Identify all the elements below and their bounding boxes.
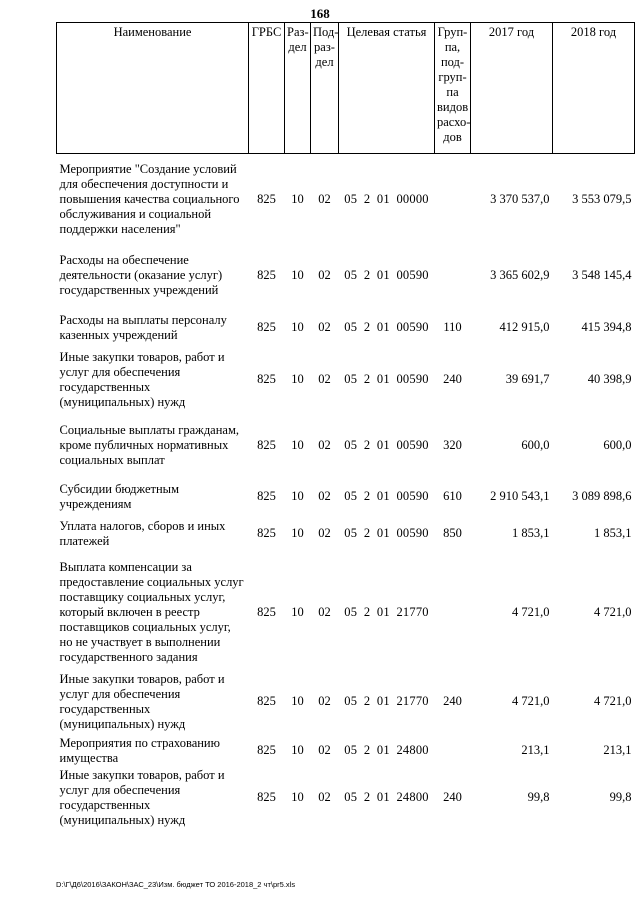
row-target: 05 2 01 00590 bbox=[344, 268, 429, 282]
row-grbs: 825 bbox=[257, 694, 276, 708]
row-razdel: 10 bbox=[291, 743, 304, 757]
row-grbs: 825 bbox=[257, 438, 276, 452]
row-razdel: 10 bbox=[291, 694, 304, 708]
row-value-2018: 40 398,9 bbox=[587, 372, 632, 386]
row-podrazdel: 02 bbox=[318, 694, 331, 708]
row-value-2018: 4 721,0 bbox=[594, 694, 632, 708]
row-podrazdel: 02 bbox=[318, 320, 331, 334]
row-value-2018: 415 394,8 bbox=[581, 320, 632, 334]
header-target: Целевая статья bbox=[339, 23, 435, 154]
table-row bbox=[57, 350, 635, 410]
row-name: Социальные выплаты гражданам, кроме публичных нормативных социальных выплат bbox=[59, 423, 240, 467]
row-grbs: 825 bbox=[257, 372, 276, 386]
header-year-2017: 2017 год bbox=[471, 23, 553, 154]
row-value-2017: 99,8 bbox=[527, 790, 550, 804]
row-group: 610 bbox=[443, 489, 462, 503]
table-row bbox=[57, 154, 635, 246]
row-razdel: 10 bbox=[291, 268, 304, 282]
row-name: Мероприятия по страхованию имущества bbox=[59, 735, 220, 765]
row-podrazdel: 02 bbox=[318, 438, 331, 452]
row-podrazdel: 02 bbox=[318, 372, 331, 386]
row-podrazdel: 02 bbox=[318, 489, 331, 503]
row-group: 850 bbox=[443, 526, 462, 540]
row-target: 05 2 01 00590 bbox=[344, 372, 429, 386]
row-value-2017: 3 370 537,0 bbox=[490, 192, 550, 207]
table-header-row bbox=[57, 23, 635, 154]
row-target: 05 2 01 00590 bbox=[344, 438, 429, 452]
row-podrazdel: 02 bbox=[318, 192, 331, 207]
row-value-2018: 3 089 898,6 bbox=[572, 489, 632, 503]
row-grbs: 825 bbox=[257, 320, 276, 334]
row-value-2017: 3 365 602,9 bbox=[490, 268, 550, 282]
row-target: 05 2 01 00590 bbox=[344, 320, 429, 334]
row-value-2017: 39 691,7 bbox=[505, 372, 550, 386]
row-value-2017: 412 915,0 bbox=[499, 320, 550, 334]
row-name: Субсидии бюджетным учреждениям bbox=[59, 481, 179, 511]
table-row bbox=[57, 246, 635, 306]
table-row bbox=[57, 410, 635, 482]
row-grbs: 825 bbox=[257, 268, 276, 282]
row-grbs: 825 bbox=[257, 489, 276, 503]
row-razdel: 10 bbox=[291, 526, 304, 540]
row-podrazdel: 02 bbox=[318, 526, 331, 540]
file-path-footer: D:\Г\Д6\2016\ЗАКОН\ЗАС_23\Изм. бюджет ТО 2016-2018_2 чт\pr5.xls bbox=[56, 880, 296, 889]
row-razdel: 10 bbox=[291, 605, 304, 619]
row-podrazdel: 02 bbox=[318, 790, 331, 804]
row-value-2018: 3 553 079,5 bbox=[572, 192, 632, 207]
row-razdel: 10 bbox=[291, 320, 304, 334]
row-name: Мероприятие "Создание условий для обеспечения доступности и повышения качества социального обслуживания и социальной поддержки населения" bbox=[59, 162, 240, 237]
budget-table bbox=[56, 22, 635, 828]
row-grbs: 825 bbox=[257, 790, 276, 804]
header-year-2018: 2018 год bbox=[553, 23, 635, 154]
row-name: Иные закупки товаров, работ и услуг для обеспечения государственных (муниципальных) нужд bbox=[59, 671, 225, 731]
row-razdel: 10 bbox=[291, 192, 304, 207]
row-razdel: 10 bbox=[291, 372, 304, 386]
header-name: Наименование bbox=[57, 23, 249, 154]
row-value-2017: 4 721,0 bbox=[512, 605, 550, 619]
row-target: 05 2 01 24800 bbox=[344, 790, 429, 804]
row-grbs: 825 bbox=[257, 192, 276, 207]
table-row bbox=[57, 482, 635, 512]
row-target: 05 2 01 00000 bbox=[344, 192, 429, 207]
row-group: 240 bbox=[443, 790, 462, 804]
row-value-2017: 2 910 543,1 bbox=[490, 489, 550, 503]
row-group bbox=[435, 154, 471, 246]
row-value-2018: 4 721,0 bbox=[594, 605, 632, 619]
row-target: 05 2 01 21770 bbox=[344, 694, 429, 708]
row-podrazdel: 02 bbox=[318, 268, 331, 282]
table-row bbox=[57, 306, 635, 350]
row-target: 05 2 01 00590 bbox=[344, 526, 429, 540]
table-row bbox=[57, 670, 635, 734]
table-row bbox=[57, 556, 635, 670]
table-row bbox=[57, 734, 635, 768]
row-name: Иные закупки товаров, работ и услуг для обеспечения государственных (муниципальных) нужд bbox=[59, 349, 225, 409]
row-value-2017: 213,1 bbox=[521, 743, 550, 757]
row-name: Выплата компенсации за предоставление социальных услуг поставщику социальных услуг, который включен в реестр поставщиков социальных услуг, но не участвует в выполнении государственного задания bbox=[59, 560, 244, 664]
row-value-2018: 213,1 bbox=[603, 743, 632, 757]
row-razdel: 10 bbox=[291, 438, 304, 452]
header-podrazdel: Под-раз-дел bbox=[311, 23, 339, 154]
page-number: 168 bbox=[310, 6, 330, 21]
row-value-2017: 4 721,0 bbox=[512, 694, 550, 708]
row-target: 05 2 01 00590 bbox=[344, 489, 429, 503]
table-row bbox=[57, 768, 635, 828]
row-group bbox=[435, 246, 471, 306]
row-value-2017: 1 853,1 bbox=[512, 526, 550, 540]
row-grbs: 825 bbox=[257, 743, 276, 757]
row-value-2018: 3 548 145,4 bbox=[572, 268, 632, 282]
row-grbs: 825 bbox=[257, 526, 276, 540]
row-name: Иные закупки товаров, работ и услуг для обеспечения государственных (муниципальных) нужд bbox=[59, 767, 225, 827]
row-group: 110 bbox=[443, 320, 462, 334]
row-podrazdel: 02 bbox=[318, 743, 331, 757]
row-razdel: 10 bbox=[291, 489, 304, 503]
row-name: Уплата налогов, сборов и иных платежей bbox=[59, 518, 226, 548]
row-group bbox=[435, 734, 471, 768]
row-value-2018: 99,8 bbox=[609, 790, 632, 804]
row-name: Расходы на выплаты персоналу казенных учреждений bbox=[59, 312, 227, 342]
row-razdel: 10 bbox=[291, 790, 304, 804]
table-row bbox=[57, 512, 635, 556]
row-name: Расходы на обеспечение деятельности (оказание услуг) государственных учреждений bbox=[59, 253, 223, 297]
row-grbs: 825 bbox=[257, 605, 276, 619]
row-group: 240 bbox=[443, 372, 462, 386]
row-value-2018: 600,0 bbox=[603, 438, 632, 452]
row-value-2018: 1 853,1 bbox=[594, 526, 632, 540]
header-grbs: ГРБС bbox=[249, 23, 285, 154]
row-target: 05 2 01 21770 bbox=[344, 605, 429, 619]
row-group: 320 bbox=[443, 438, 462, 452]
row-value-2017: 600,0 bbox=[521, 438, 550, 452]
header-group: Груп-па, под-груп-па видов расхо-дов bbox=[435, 23, 471, 154]
header-razdel: Раз-дел bbox=[285, 23, 311, 154]
row-target: 05 2 01 24800 bbox=[344, 743, 429, 757]
row-group bbox=[435, 556, 471, 670]
row-group: 240 bbox=[443, 694, 462, 708]
row-podrazdel: 02 bbox=[318, 605, 331, 619]
